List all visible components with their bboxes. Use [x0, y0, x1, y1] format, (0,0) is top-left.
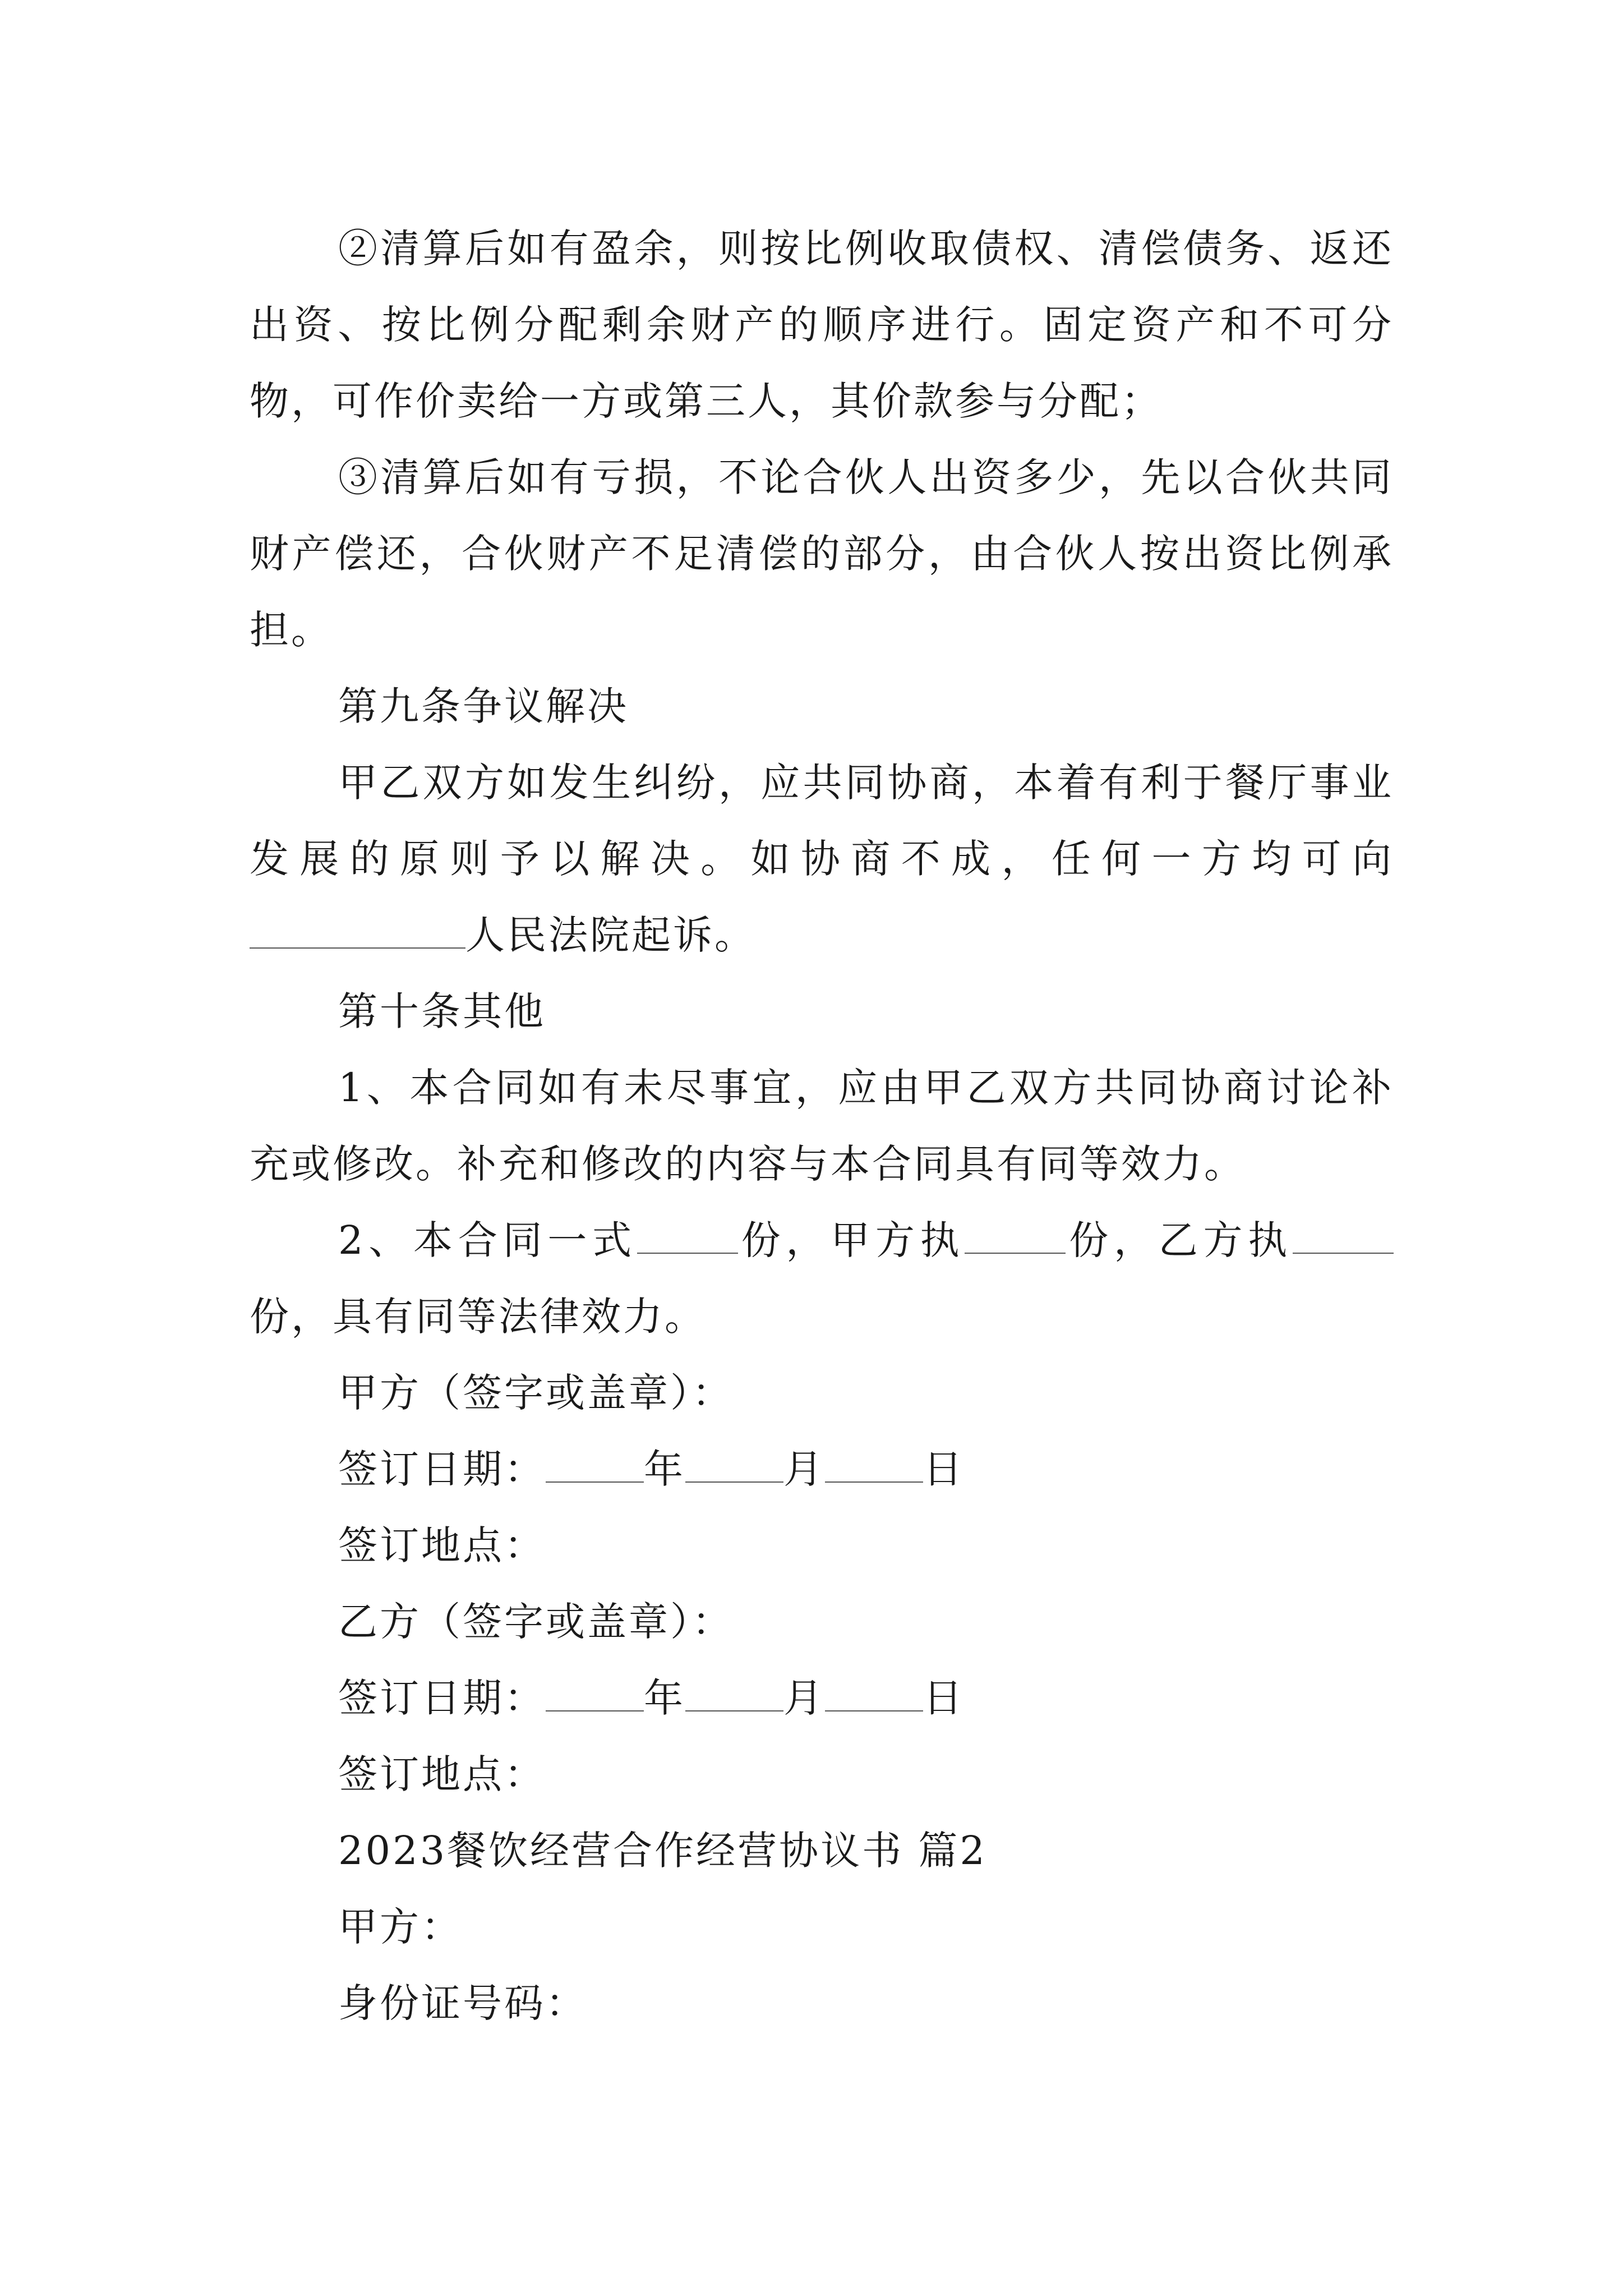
document-body	[250, 210, 1394, 2041]
item-2-part-c: 份，乙方执	[1066, 1217, 1293, 1263]
party-b-signature-line: 乙方（签字或盖章）：	[338, 1599, 734, 1645]
copies-party-b-blank	[1293, 1213, 1394, 1254]
year-label: 年	[644, 1446, 685, 1492]
day-label: 日	[923, 1675, 965, 1721]
month-blank	[685, 1442, 783, 1483]
day-blank	[825, 1671, 923, 1711]
item-2	[250, 1202, 1394, 1355]
year-blank	[546, 1442, 644, 1483]
date-label: 签订日期：	[338, 1675, 546, 1721]
party-b-place-line: 签订地点：	[338, 1751, 546, 1797]
party-a-place-line: 签订地点：	[338, 1522, 546, 1568]
item-2-part-d: 份，具有同等法律效力。	[250, 1294, 706, 1340]
item-2-part-a: 2、本合同一式	[338, 1217, 637, 1263]
party-a-date-line	[250, 1431, 1394, 1507]
paragraph-loss: ③清算后如有亏损，不论合伙人出资多少，先以合伙共同财产偿还，合伙财产不足清偿的部分，由合伙人按出资比例承担。	[250, 454, 1394, 653]
day-label: 日	[923, 1446, 965, 1492]
item-2-part-b: 份，甲方执	[737, 1217, 965, 1263]
copies-total-blank	[637, 1213, 738, 1254]
court-blank	[250, 908, 465, 949]
day-blank	[825, 1442, 923, 1483]
section-2-title: 2023餐饮经营合作经营协议书 篇2	[338, 1828, 987, 1874]
month-blank	[685, 1671, 783, 1711]
dispute-text: 甲乙双方如发生纠纷，应共同协商，本着有利于餐厅事业发展的原则予以解决。如协商不成，任何一方均可向	[250, 760, 1394, 882]
dispute-tail: 人民法院起诉。	[465, 912, 756, 958]
copies-party-a-blank	[965, 1213, 1066, 1254]
article-10-heading: 第十条其他	[338, 988, 546, 1034]
party-a-label: 甲方：	[338, 1904, 463, 1950]
id-number-label: 身份证号码：	[338, 1980, 587, 2026]
year-label: 年	[644, 1675, 685, 1721]
month-label: 月	[783, 1446, 825, 1492]
paragraph-surplus: ②清算后如有盈余，则按比例收取债权、清偿债务、返还出资、按比例分配剩余财产的顺序进行。固定资产和不可分物，可作价卖给一方或第三人，其价款参与分配；	[250, 226, 1394, 424]
party-a-signature-line: 甲方（签字或盖章）：	[338, 1370, 734, 1416]
article-9-heading: 第九条争议解决	[338, 683, 629, 729]
paragraph-dispute	[250, 744, 1394, 973]
party-b-date-line	[250, 1660, 1394, 1736]
month-label: 月	[783, 1675, 825, 1721]
date-label: 签订日期：	[338, 1446, 546, 1492]
year-blank	[546, 1671, 644, 1711]
item-1: 1、本合同如有未尽事宜，应由甲乙双方共同协商讨论补充或修改。补充和修改的内容与本合同具有同等效力。	[250, 1065, 1394, 1187]
